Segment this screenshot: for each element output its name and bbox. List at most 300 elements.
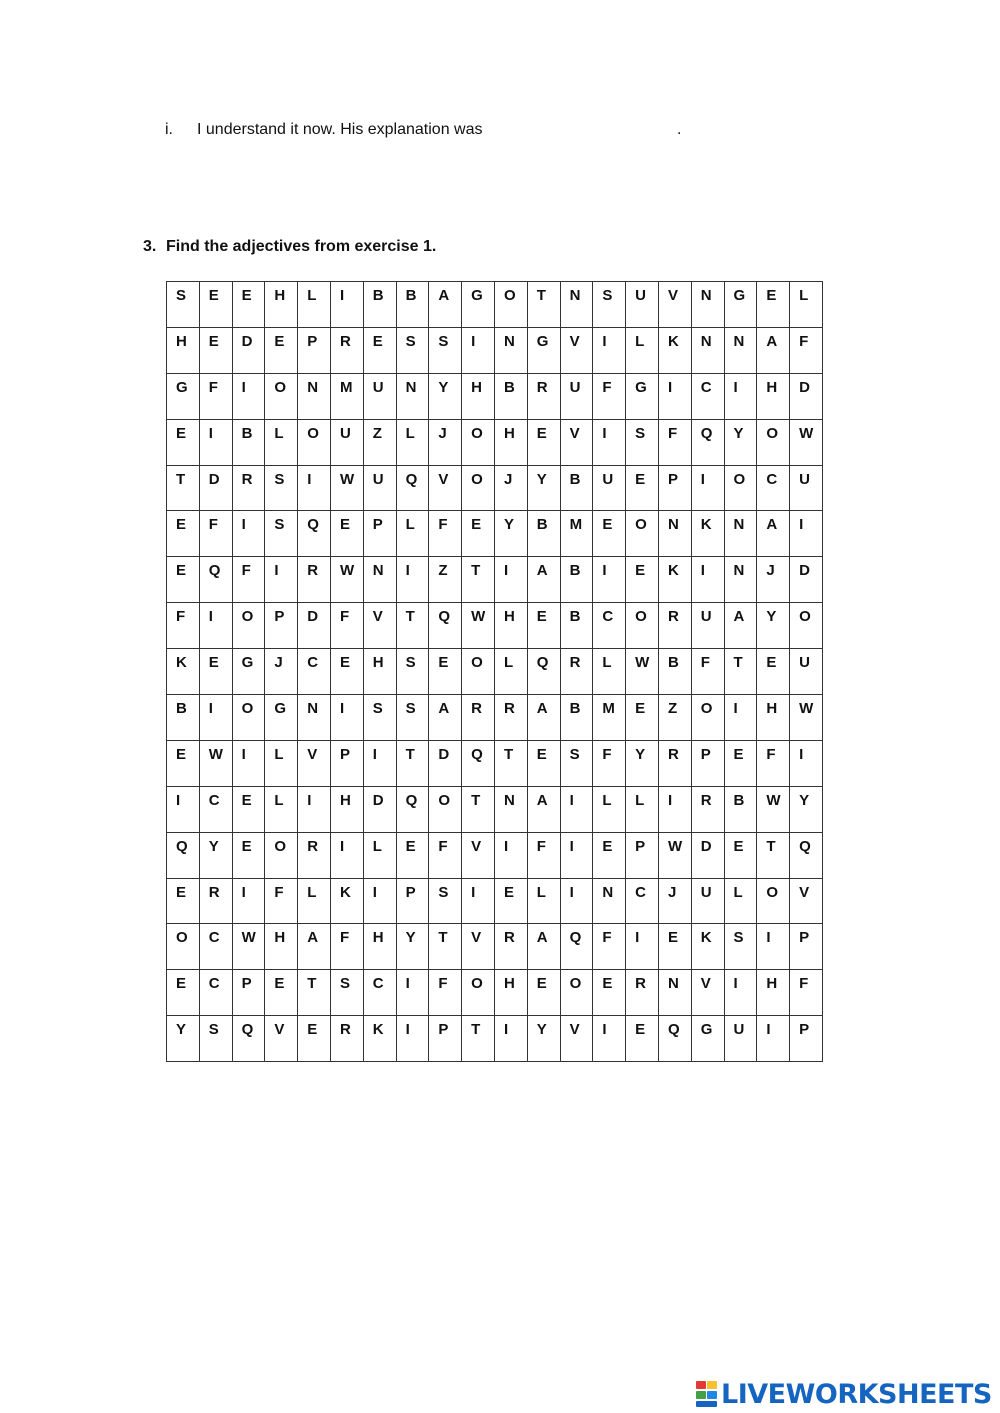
grid-cell[interactable]: I (790, 511, 823, 557)
grid-cell[interactable]: B (494, 373, 527, 419)
grid-cell[interactable]: R (330, 327, 363, 373)
grid-cell[interactable]: D (298, 603, 331, 649)
grid-cell[interactable]: E (527, 419, 560, 465)
grid-cell[interactable]: I (560, 786, 593, 832)
grid-cell[interactable]: Y (429, 373, 462, 419)
grid-cell[interactable]: L (626, 327, 659, 373)
grid-cell[interactable]: T (757, 832, 790, 878)
grid-cell[interactable]: I (691, 465, 724, 511)
grid-cell[interactable]: G (462, 282, 495, 328)
grid-cell[interactable]: Y (757, 603, 790, 649)
grid-cell[interactable]: B (560, 465, 593, 511)
grid-cell[interactable]: F (199, 373, 232, 419)
grid-cell[interactable]: O (232, 695, 265, 741)
grid-cell[interactable]: S (429, 878, 462, 924)
grid-cell[interactable]: N (396, 373, 429, 419)
grid-cell[interactable]: T (298, 970, 331, 1016)
grid-cell[interactable]: T (396, 740, 429, 786)
grid-cell[interactable]: H (494, 603, 527, 649)
grid-cell[interactable]: E (167, 557, 200, 603)
grid-cell[interactable]: F (593, 373, 626, 419)
grid-cell[interactable]: I (593, 327, 626, 373)
grid-cell[interactable]: P (265, 603, 298, 649)
grid-cell[interactable]: E (626, 695, 659, 741)
grid-cell[interactable]: A (757, 327, 790, 373)
grid-cell[interactable]: L (396, 511, 429, 557)
grid-cell[interactable]: I (757, 1016, 790, 1062)
grid-cell[interactable]: E (167, 740, 200, 786)
grid-cell[interactable]: T (462, 1016, 495, 1062)
grid-cell[interactable]: V (429, 465, 462, 511)
grid-cell[interactable]: F (757, 740, 790, 786)
grid-cell[interactable]: E (527, 740, 560, 786)
grid-cell[interactable]: V (658, 282, 691, 328)
grid-cell[interactable]: I (757, 924, 790, 970)
grid-cell[interactable]: G (265, 695, 298, 741)
grid-cell[interactable]: E (363, 327, 396, 373)
grid-cell[interactable]: I (494, 832, 527, 878)
grid-cell[interactable]: I (232, 740, 265, 786)
grid-cell[interactable]: E (167, 419, 200, 465)
grid-cell[interactable]: L (298, 878, 331, 924)
grid-cell[interactable]: I (298, 465, 331, 511)
grid-cell[interactable]: F (658, 419, 691, 465)
grid-cell[interactable]: I (199, 419, 232, 465)
grid-cell[interactable]: P (232, 970, 265, 1016)
grid-cell[interactable]: I (462, 327, 495, 373)
grid-cell[interactable]: R (626, 970, 659, 1016)
grid-cell[interactable]: I (298, 786, 331, 832)
grid-cell[interactable]: I (232, 878, 265, 924)
grid-cell[interactable]: C (199, 970, 232, 1016)
grid-cell[interactable]: R (691, 786, 724, 832)
grid-cell[interactable]: U (626, 282, 659, 328)
grid-cell[interactable]: S (724, 924, 757, 970)
grid-cell[interactable]: T (429, 924, 462, 970)
grid-cell[interactable]: I (199, 603, 232, 649)
grid-cell[interactable]: N (724, 557, 757, 603)
grid-cell[interactable]: E (626, 1016, 659, 1062)
grid-cell[interactable]: L (626, 786, 659, 832)
grid-cell[interactable]: D (429, 740, 462, 786)
grid-cell[interactable]: J (658, 878, 691, 924)
grid-cell[interactable]: R (560, 649, 593, 695)
grid-cell[interactable]: O (462, 970, 495, 1016)
grid-cell[interactable]: L (790, 282, 823, 328)
grid-cell[interactable]: R (199, 878, 232, 924)
grid-cell[interactable]: N (593, 878, 626, 924)
grid-cell[interactable]: R (658, 740, 691, 786)
grid-cell[interactable]: B (527, 511, 560, 557)
grid-cell[interactable]: D (790, 373, 823, 419)
grid-cell[interactable]: V (691, 970, 724, 1016)
grid-cell[interactable]: B (396, 282, 429, 328)
grid-cell[interactable]: K (330, 878, 363, 924)
grid-cell[interactable]: I (593, 557, 626, 603)
grid-cell[interactable]: I (396, 1016, 429, 1062)
grid-cell[interactable]: I (462, 878, 495, 924)
grid-cell[interactable]: J (265, 649, 298, 695)
grid-cell[interactable]: N (724, 511, 757, 557)
grid-cell[interactable]: E (626, 465, 659, 511)
grid-cell[interactable]: S (396, 327, 429, 373)
grid-cell[interactable]: I (199, 695, 232, 741)
grid-cell[interactable]: O (757, 878, 790, 924)
grid-cell[interactable]: T (167, 465, 200, 511)
grid-cell[interactable]: O (167, 924, 200, 970)
grid-cell[interactable]: H (494, 419, 527, 465)
grid-cell[interactable]: Q (167, 832, 200, 878)
grid-cell[interactable]: C (199, 786, 232, 832)
grid-cell[interactable]: R (462, 695, 495, 741)
grid-cell[interactable]: E (593, 970, 626, 1016)
grid-cell[interactable]: W (790, 419, 823, 465)
grid-cell[interactable]: O (298, 419, 331, 465)
grid-cell[interactable]: I (363, 878, 396, 924)
grid-cell[interactable]: N (494, 786, 527, 832)
grid-cell[interactable]: S (396, 649, 429, 695)
grid-cell[interactable]: E (199, 282, 232, 328)
grid-cell[interactable]: L (593, 649, 626, 695)
grid-cell[interactable]: E (757, 282, 790, 328)
grid-cell[interactable]: B (232, 419, 265, 465)
grid-cell[interactable]: N (298, 695, 331, 741)
grid-cell[interactable]: L (527, 878, 560, 924)
grid-cell[interactable]: I (658, 373, 691, 419)
grid-cell[interactable]: Q (462, 740, 495, 786)
grid-cell[interactable]: P (790, 1016, 823, 1062)
grid-cell[interactable]: B (560, 695, 593, 741)
grid-cell[interactable]: A (429, 695, 462, 741)
grid-cell[interactable]: I (330, 695, 363, 741)
grid-cell[interactable]: G (626, 373, 659, 419)
grid-cell[interactable]: T (462, 557, 495, 603)
grid-cell[interactable]: W (462, 603, 495, 649)
grid-cell[interactable]: L (396, 419, 429, 465)
grid-cell[interactable]: H (363, 649, 396, 695)
grid-cell[interactable]: T (462, 786, 495, 832)
grid-cell[interactable]: E (396, 832, 429, 878)
grid-cell[interactable]: K (658, 557, 691, 603)
grid-cell[interactable]: E (199, 327, 232, 373)
grid-cell[interactable]: H (167, 327, 200, 373)
grid-cell[interactable]: A (298, 924, 331, 970)
grid-cell[interactable]: U (790, 649, 823, 695)
grid-cell[interactable]: W (757, 786, 790, 832)
grid-cell[interactable]: E (167, 511, 200, 557)
grid-cell[interactable]: H (757, 373, 790, 419)
grid-cell[interactable]: K (167, 649, 200, 695)
grid-cell[interactable]: O (626, 511, 659, 557)
grid-cell[interactable]: E (429, 649, 462, 695)
grid-cell[interactable]: P (429, 1016, 462, 1062)
grid-cell[interactable]: I (167, 786, 200, 832)
grid-cell[interactable]: V (560, 419, 593, 465)
grid-cell[interactable]: W (626, 649, 659, 695)
grid-cell[interactable]: I (724, 373, 757, 419)
grid-cell[interactable]: Y (527, 1016, 560, 1062)
grid-cell[interactable]: U (330, 419, 363, 465)
grid-cell[interactable]: F (790, 970, 823, 1016)
grid-cell[interactable]: F (330, 924, 363, 970)
grid-cell[interactable]: P (626, 832, 659, 878)
grid-cell[interactable]: Q (790, 832, 823, 878)
grid-cell[interactable]: N (494, 327, 527, 373)
grid-cell[interactable]: U (560, 373, 593, 419)
grid-cell[interactable]: O (724, 465, 757, 511)
grid-cell[interactable]: U (691, 878, 724, 924)
grid-cell[interactable]: V (790, 878, 823, 924)
grid-cell[interactable]: W (232, 924, 265, 970)
grid-cell[interactable]: E (232, 786, 265, 832)
grid-cell[interactable]: E (593, 511, 626, 557)
grid-cell[interactable]: F (167, 603, 200, 649)
grid-cell[interactable]: Q (658, 1016, 691, 1062)
grid-cell[interactable]: O (560, 970, 593, 1016)
grid-cell[interactable]: I (691, 557, 724, 603)
grid-cell[interactable]: O (232, 603, 265, 649)
grid-cell[interactable]: H (363, 924, 396, 970)
grid-cell[interactable]: A (429, 282, 462, 328)
grid-cell[interactable]: E (265, 970, 298, 1016)
grid-cell[interactable]: I (330, 832, 363, 878)
grid-cell[interactable]: I (232, 373, 265, 419)
grid-cell[interactable]: I (790, 740, 823, 786)
grid-cell[interactable]: P (330, 740, 363, 786)
grid-cell[interactable]: I (396, 970, 429, 1016)
grid-cell[interactable]: O (462, 465, 495, 511)
grid-cell[interactable]: P (396, 878, 429, 924)
grid-cell[interactable]: Y (494, 511, 527, 557)
grid-cell[interactable]: R (527, 373, 560, 419)
grid-cell[interactable]: E (527, 603, 560, 649)
grid-cell[interactable]: A (527, 786, 560, 832)
grid-cell[interactable]: Y (626, 740, 659, 786)
grid-cell[interactable]: U (363, 373, 396, 419)
grid-cell[interactable]: O (691, 695, 724, 741)
grid-cell[interactable]: Z (363, 419, 396, 465)
grid-cell[interactable]: T (724, 649, 757, 695)
grid-cell[interactable]: C (298, 649, 331, 695)
grid-cell[interactable]: H (494, 970, 527, 1016)
grid-cell[interactable]: O (790, 603, 823, 649)
grid-cell[interactable]: R (330, 1016, 363, 1062)
grid-cell[interactable]: M (560, 511, 593, 557)
grid-cell[interactable]: I (724, 695, 757, 741)
grid-cell[interactable]: A (527, 924, 560, 970)
grid-cell[interactable]: F (593, 740, 626, 786)
grid-cell[interactable]: E (724, 740, 757, 786)
grid-cell[interactable]: W (790, 695, 823, 741)
grid-cell[interactable]: Q (429, 603, 462, 649)
grid-cell[interactable]: Q (298, 511, 331, 557)
grid-cell[interactable]: L (593, 786, 626, 832)
grid-cell[interactable]: S (593, 282, 626, 328)
grid-cell[interactable]: B (560, 557, 593, 603)
grid-cell[interactable]: N (658, 511, 691, 557)
grid-cell[interactable]: E (199, 649, 232, 695)
grid-cell[interactable]: L (724, 878, 757, 924)
grid-cell[interactable]: D (363, 786, 396, 832)
grid-cell[interactable]: O (265, 832, 298, 878)
grid-cell[interactable]: C (757, 465, 790, 511)
grid-cell[interactable]: K (363, 1016, 396, 1062)
grid-cell[interactable]: K (691, 511, 724, 557)
grid-cell[interactable]: V (560, 327, 593, 373)
grid-cell[interactable]: P (658, 465, 691, 511)
grid-cell[interactable]: R (232, 465, 265, 511)
grid-cell[interactable]: E (232, 832, 265, 878)
grid-cell[interactable]: I (593, 419, 626, 465)
grid-cell[interactable]: R (494, 695, 527, 741)
grid-cell[interactable]: C (593, 603, 626, 649)
grid-cell[interactable]: T (396, 603, 429, 649)
grid-cell[interactable]: C (363, 970, 396, 1016)
grid-cell[interactable]: F (429, 970, 462, 1016)
grid-cell[interactable]: U (724, 1016, 757, 1062)
grid-cell[interactable]: Q (199, 557, 232, 603)
grid-cell[interactable]: Y (396, 924, 429, 970)
grid-cell[interactable]: F (429, 511, 462, 557)
grid-cell[interactable]: E (298, 1016, 331, 1062)
grid-cell[interactable]: N (724, 327, 757, 373)
grid-cell[interactable]: B (724, 786, 757, 832)
grid-cell[interactable]: J (429, 419, 462, 465)
grid-cell[interactable]: I (363, 740, 396, 786)
grid-cell[interactable]: I (658, 786, 691, 832)
grid-cell[interactable]: N (658, 970, 691, 1016)
grid-cell[interactable]: S (330, 970, 363, 1016)
grid-cell[interactable]: Q (232, 1016, 265, 1062)
grid-cell[interactable]: O (462, 649, 495, 695)
grid-cell[interactable]: S (429, 327, 462, 373)
grid-cell[interactable]: Q (527, 649, 560, 695)
grid-cell[interactable]: O (265, 373, 298, 419)
grid-cell[interactable]: L (298, 282, 331, 328)
grid-cell[interactable]: E (527, 970, 560, 1016)
grid-cell[interactable]: E (593, 832, 626, 878)
grid-cell[interactable]: O (494, 282, 527, 328)
grid-cell[interactable]: F (691, 649, 724, 695)
grid-cell[interactable]: I (265, 557, 298, 603)
grid-cell[interactable]: A (757, 511, 790, 557)
grid-cell[interactable]: Q (560, 924, 593, 970)
grid-cell[interactable]: E (757, 649, 790, 695)
grid-cell[interactable]: E (724, 832, 757, 878)
grid-cell[interactable]: U (363, 465, 396, 511)
grid-cell[interactable]: V (462, 924, 495, 970)
grid-cell[interactable]: S (396, 695, 429, 741)
grid-cell[interactable]: C (199, 924, 232, 970)
grid-cell[interactable]: F (429, 832, 462, 878)
grid-cell[interactable]: Y (167, 1016, 200, 1062)
grid-cell[interactable]: W (330, 557, 363, 603)
grid-cell[interactable]: S (167, 282, 200, 328)
grid-cell[interactable]: Y (527, 465, 560, 511)
grid-cell[interactable]: A (527, 695, 560, 741)
grid-cell[interactable]: Q (396, 465, 429, 511)
grid-cell[interactable]: I (494, 557, 527, 603)
grid-cell[interactable]: Z (429, 557, 462, 603)
grid-cell[interactable]: R (298, 832, 331, 878)
grid-cell[interactable]: E (167, 878, 200, 924)
grid-cell[interactable]: V (560, 1016, 593, 1062)
grid-cell[interactable]: H (265, 924, 298, 970)
grid-cell[interactable]: M (593, 695, 626, 741)
grid-cell[interactable]: O (757, 419, 790, 465)
grid-cell[interactable]: E (658, 924, 691, 970)
grid-cell[interactable]: I (593, 1016, 626, 1062)
grid-cell[interactable]: C (626, 878, 659, 924)
grid-cell[interactable]: B (167, 695, 200, 741)
grid-cell[interactable]: J (757, 557, 790, 603)
grid-cell[interactable]: G (724, 282, 757, 328)
grid-cell[interactable]: L (265, 740, 298, 786)
grid-cell[interactable]: D (199, 465, 232, 511)
grid-cell[interactable]: E (167, 970, 200, 1016)
grid-cell[interactable]: P (691, 740, 724, 786)
grid-cell[interactable]: I (330, 282, 363, 328)
grid-cell[interactable]: P (790, 924, 823, 970)
grid-cell[interactable]: D (790, 557, 823, 603)
grid-cell[interactable]: E (626, 557, 659, 603)
grid-cell[interactable]: E (494, 878, 527, 924)
grid-cell[interactable]: V (363, 603, 396, 649)
grid-cell[interactable]: O (626, 603, 659, 649)
grid-cell[interactable]: I (494, 1016, 527, 1062)
grid-cell[interactable]: S (265, 465, 298, 511)
grid-cell[interactable]: H (757, 695, 790, 741)
grid-cell[interactable]: S (265, 511, 298, 557)
grid-cell[interactable]: V (265, 1016, 298, 1062)
grid-cell[interactable]: C (691, 373, 724, 419)
grid-cell[interactable]: F (232, 557, 265, 603)
grid-cell[interactable]: E (265, 327, 298, 373)
grid-cell[interactable]: L (265, 786, 298, 832)
grid-cell[interactable]: L (363, 832, 396, 878)
grid-cell[interactable]: O (462, 419, 495, 465)
grid-cell[interactable]: N (363, 557, 396, 603)
grid-cell[interactable]: S (560, 740, 593, 786)
grid-cell[interactable]: J (494, 465, 527, 511)
grid-cell[interactable]: Y (790, 786, 823, 832)
grid-cell[interactable]: Y (199, 832, 232, 878)
grid-cell[interactable]: U (593, 465, 626, 511)
grid-cell[interactable]: G (527, 327, 560, 373)
grid-cell[interactable]: T (494, 740, 527, 786)
grid-cell[interactable]: N (691, 327, 724, 373)
grid-cell[interactable]: I (626, 924, 659, 970)
grid-cell[interactable]: F (199, 511, 232, 557)
grid-cell[interactable]: W (330, 465, 363, 511)
grid-cell[interactable]: R (298, 557, 331, 603)
grid-cell[interactable]: L (265, 419, 298, 465)
grid-cell[interactable]: L (494, 649, 527, 695)
grid-cell[interactable]: I (560, 878, 593, 924)
grid-cell[interactable]: N (560, 282, 593, 328)
grid-cell[interactable]: F (790, 327, 823, 373)
grid-cell[interactable]: I (724, 970, 757, 1016)
grid-cell[interactable]: W (199, 740, 232, 786)
grid-cell[interactable]: K (658, 327, 691, 373)
grid-cell[interactable]: B (658, 649, 691, 695)
grid-cell[interactable]: K (691, 924, 724, 970)
grid-cell[interactable]: I (560, 832, 593, 878)
grid-cell[interactable]: S (199, 1016, 232, 1062)
grid-cell[interactable]: H (462, 373, 495, 419)
grid-cell[interactable]: F (527, 832, 560, 878)
grid-cell[interactable]: E (462, 511, 495, 557)
